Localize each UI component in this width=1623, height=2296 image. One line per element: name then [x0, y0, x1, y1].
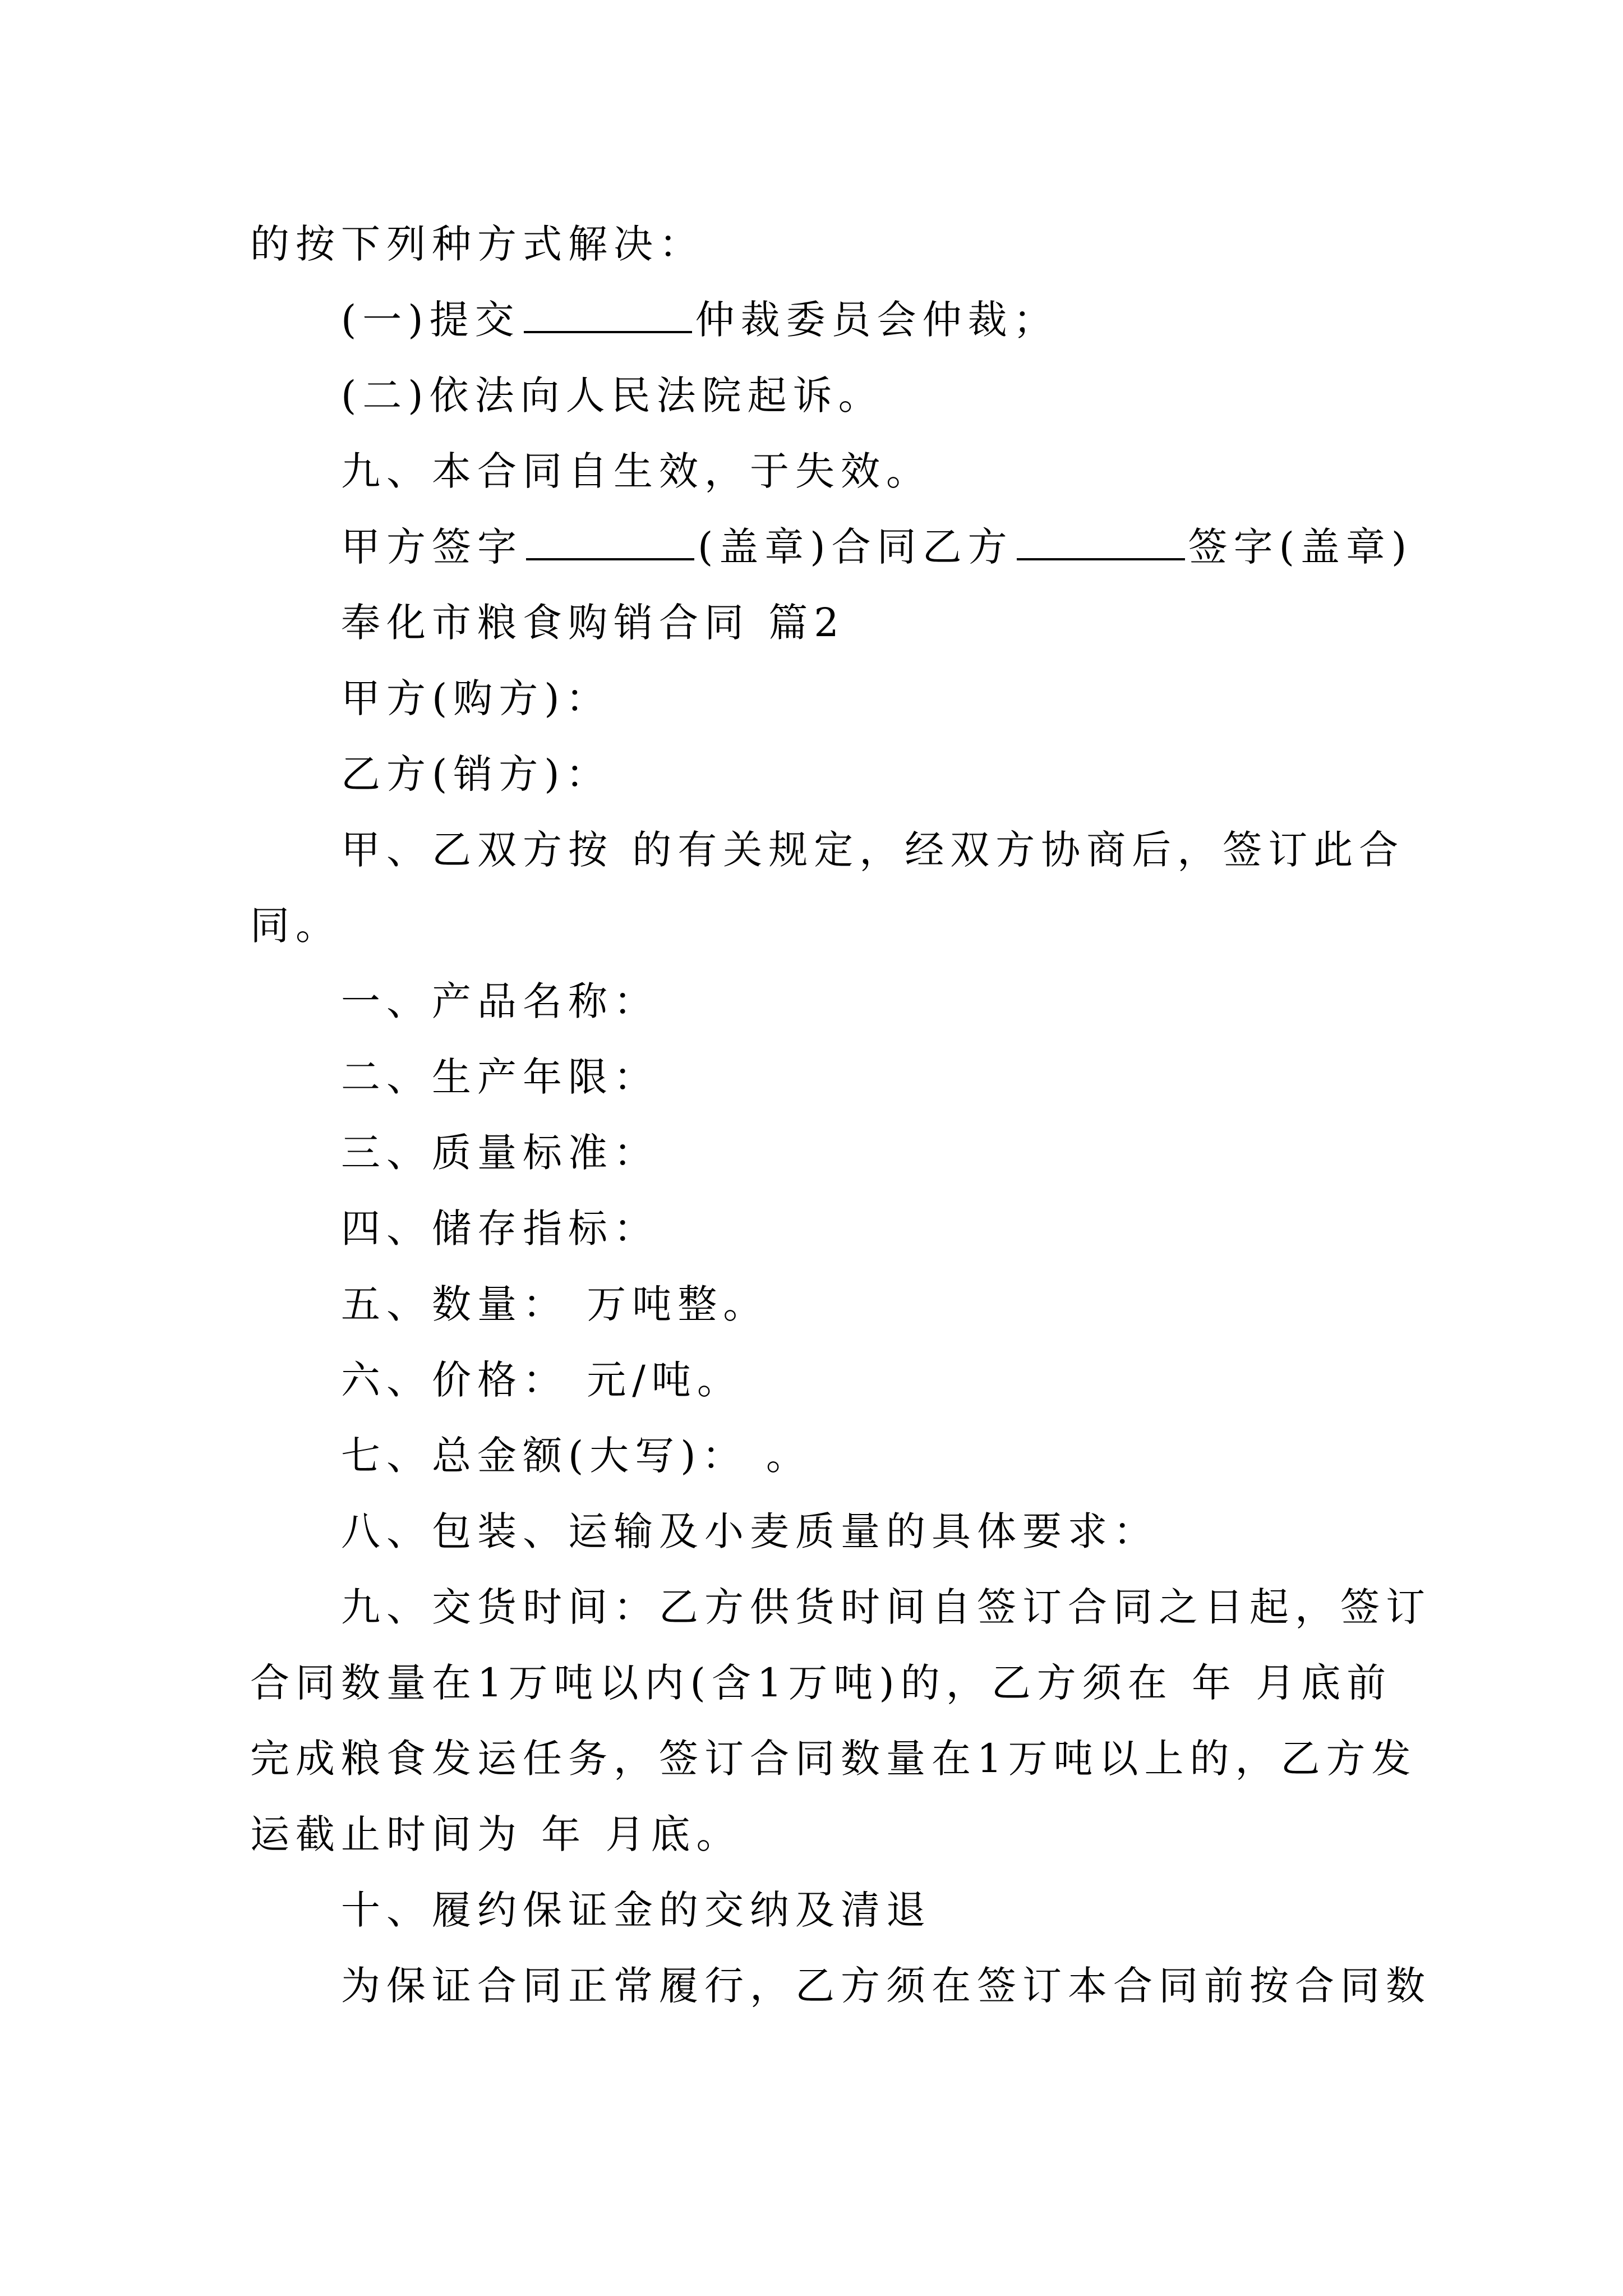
text-line-3 — [341, 370, 884, 421]
text-line-16 — [341, 1355, 743, 1405]
text-line-4 — [341, 446, 932, 496]
text-line-1 — [250, 219, 704, 269]
text-line-23 — [341, 1885, 932, 1935]
line-text: 运截止时间为 年 月底。 — [250, 1811, 742, 1857]
line-text: 四、储存指标： — [341, 1205, 659, 1251]
line-text: 甲方(购方)： — [341, 675, 611, 721]
fill-blank — [526, 523, 694, 560]
line-text: 八、包装、运输及小麦质量的具体要求： — [341, 1508, 1159, 1554]
text-line-2 — [341, 295, 1059, 345]
line-text: 签字(盖章) — [1188, 524, 1413, 570]
line-text: 乙方(销方)： — [341, 751, 611, 797]
text-line-20 — [250, 1658, 1392, 1708]
text-line-11 — [341, 976, 659, 1027]
text-line-9 — [341, 825, 1404, 875]
line-text: 十、履约保证金的交纳及清退 — [341, 1887, 932, 1933]
line-text: 二、生产年限： — [341, 1054, 659, 1100]
line-text: 六、价格： 元/吨。 — [341, 1357, 743, 1403]
text-line-10 — [250, 900, 341, 951]
line-text: 的按下列种方式解决： — [250, 221, 704, 267]
text-line-14 — [341, 1203, 659, 1254]
line-text: 三、质量标准： — [341, 1130, 659, 1176]
line-text: (盖章)合同乙方 — [698, 524, 1013, 570]
line-text: 五、数量： 万吨整。 — [341, 1281, 769, 1327]
line-text: 为保证合同正常履行，乙方须在签订本合同前按合同数 — [341, 1963, 1431, 2009]
text-line-15 — [341, 1279, 768, 1329]
line-text: 仲裁委员会仲裁； — [695, 297, 1059, 343]
text-line-17 — [341, 1430, 811, 1481]
text-line-22 — [250, 1809, 742, 1860]
text-line-19 — [341, 1582, 1431, 1632]
line-text: (二)依法向人民法院起诉。 — [341, 372, 884, 418]
text-line-13 — [341, 1128, 659, 1178]
line-text: 完成粮食发运任务，签订合同数量在1万吨以上的，乙方发 — [250, 1736, 1417, 1782]
line-text: 九、交货时间：乙方供货时间自签订合同之日起，签订 — [341, 1584, 1431, 1630]
line-text: 甲、乙双方按 的有关规定，经双方协商后，签订此合 — [341, 827, 1405, 873]
line-text: 一、产品名称： — [341, 978, 659, 1024]
fill-blank — [1017, 523, 1185, 560]
text-line-21 — [250, 1733, 1417, 1784]
text-line-5 — [341, 522, 1413, 572]
line-text: 九、本合同自生效，于失效。 — [341, 448, 932, 494]
line-text: 奉化市粮食购销合同 篇2 — [341, 600, 845, 646]
text-line-18 — [341, 1506, 1159, 1557]
section-heading — [341, 597, 845, 648]
text-line-12 — [341, 1052, 659, 1102]
text-line-24 — [341, 1961, 1431, 2011]
text-line-8 — [341, 749, 611, 799]
text-line-7 — [341, 673, 611, 724]
line-text: 甲方签字 — [341, 524, 523, 570]
line-text: 合同数量在1万吨以内(含1万吨)的，乙方须在 年 月底前 — [250, 1660, 1393, 1706]
line-text: 同。 — [250, 903, 341, 949]
line-text: (一)提交 — [341, 297, 520, 343]
fill-blank — [524, 296, 692, 333]
line-text: 七、总金额(大写)： 。 — [341, 1433, 811, 1479]
